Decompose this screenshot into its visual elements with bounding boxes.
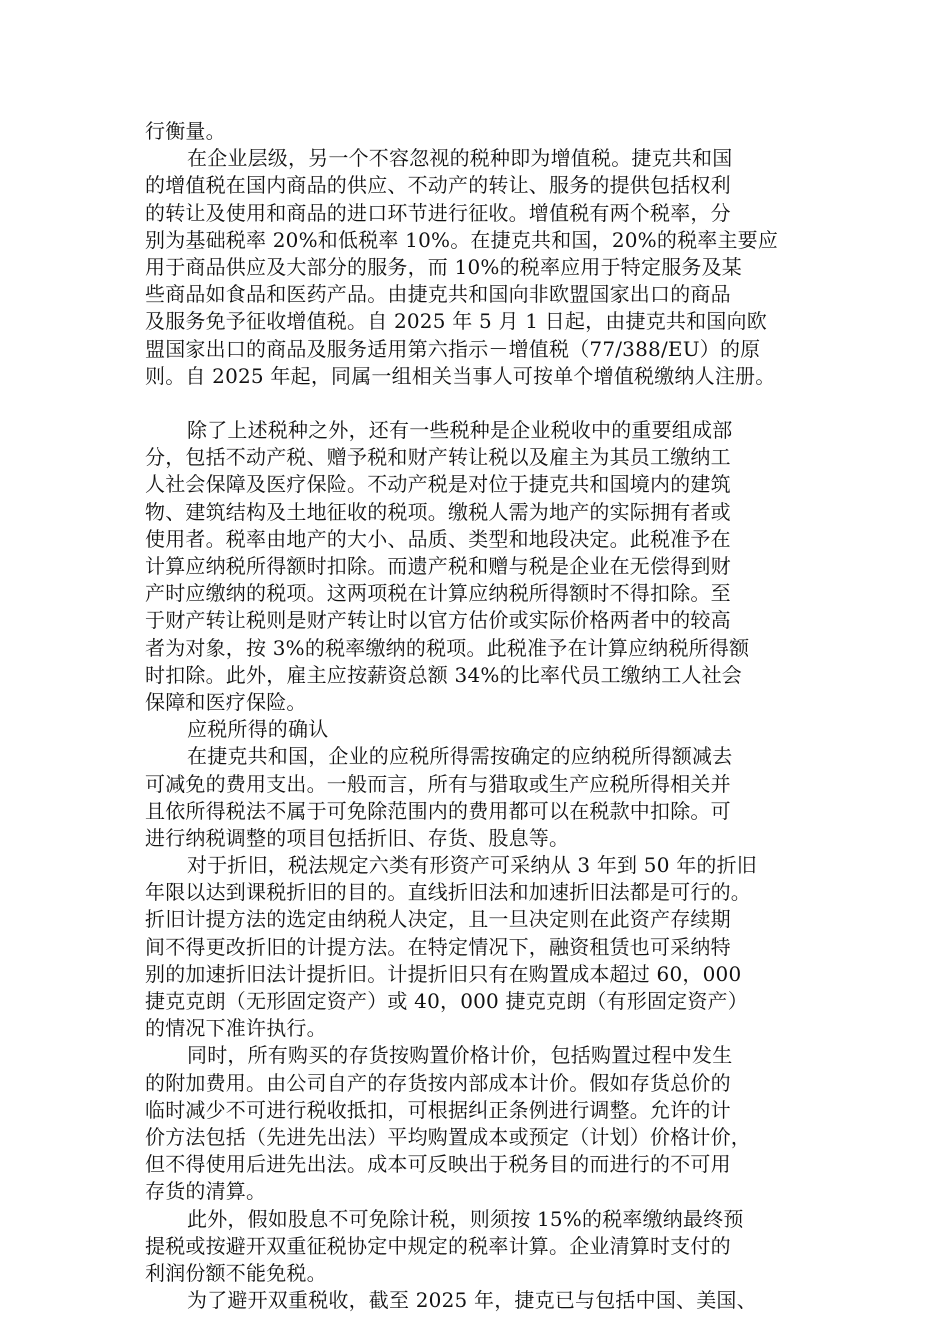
text-line: 捷克克朗（无形固定资产）或 40，000 捷克克朗（有形固定资产） bbox=[145, 989, 748, 1013]
text-line: 折旧计提方法的选定由纳税人决定，且一旦决定则在此资产存续期 bbox=[145, 907, 731, 932]
text-line: 存货的清算。 bbox=[145, 1179, 267, 1204]
text-line: 行衡量。 bbox=[145, 119, 226, 143]
text-line: 进行纳税调整的项目包括折旧、存货、股息等。 bbox=[145, 825, 570, 850]
text-line: 别为基础税率 20%和低税率 10%。在捷克共和国，20%的税率主要应 bbox=[145, 227, 779, 252]
body-text bbox=[145, 118, 813, 1314]
text-line: 价方法包括（先进先出法）平均购置成本或预定（计划）价格计价， bbox=[145, 1124, 751, 1149]
text-line: 时扣除。此外，雇主应按薪资总额 34%的比率代员工缴纳工人社会 bbox=[145, 662, 743, 687]
text-line: 为了避开双重税收，截至 2025 年，捷克已与包括中国、美国、 bbox=[187, 1288, 757, 1313]
text-line: 的情况下准许执行。 bbox=[145, 1016, 327, 1041]
text-line: 则。自 2025 年起，同属一组相关当事人可按单个增值税缴纳人注册。 bbox=[145, 363, 776, 388]
text-line: 在企业层级，另一个不容忽视的税种即为增值税。捷克共和国 bbox=[187, 146, 733, 171]
text-line: 分，包括不动产税、赠予税和财产转让税以及雇主为其员工缴纳工 bbox=[145, 445, 731, 470]
text-line: 应税所得的确认 bbox=[187, 717, 329, 742]
text-line: 的转让及使用和商品的进口环节进行征收。增值税有两个税率，分 bbox=[145, 200, 731, 225]
text-line: 及服务免予征收增值税。自 2025 年 5 月 1 日起，由捷克共和国向欧 bbox=[145, 309, 767, 334]
text-line: 计算应纳税所得额时扣除。而遗产税和赠与税是企业在无偿得到财 bbox=[145, 554, 731, 578]
text-line: 人社会保障及医疗保险。不动产税是对位于捷克共和国境内的建筑 bbox=[145, 472, 731, 497]
text-line: 别的加速折旧法计提折旧。计提折旧只有在购置成本超过 60，000 bbox=[145, 961, 742, 986]
text-line: 临时减少不可进行税收抵扣，可根据纠正条例进行调整。允许的计 bbox=[145, 1097, 731, 1122]
text-line: 物、建筑结构及土地征收的税项。缴税人需为地产的实际拥有者或 bbox=[145, 499, 731, 524]
text-line: 除了上述税种之外，还有一些税种是企业税收中的重要组成部 bbox=[187, 418, 733, 443]
text-line: 产时应缴纳的税项。这两项税在计算应纳税所得额时不得扣除。至 bbox=[145, 581, 731, 606]
text-line: 间不得更改折旧的计提方法。在特定情况下，融资租赁也可采纳特 bbox=[145, 934, 731, 959]
text-line: 盟国家出口的商品及服务适用第六指示－增值税（77/388/EU）的原 bbox=[145, 336, 761, 361]
text-line: 用于商品供应及大部分的服务，而 10%的税率应用于特定服务及某 bbox=[145, 254, 743, 279]
text-line: 在捷克共和国，企业的应税所得需按确定的应纳税所得额减去 bbox=[187, 744, 733, 769]
text-line: 且依所得税法不属于可免除范围内的费用都可以在税款中扣除。可 bbox=[145, 798, 731, 823]
text-line: 于财产转让税则是财产转让时以官方估价或实际价格两者中的较高 bbox=[145, 608, 731, 633]
text-line: 可减免的费用支出。一般而言，所有与猎取或生产应税所得相关并 bbox=[145, 771, 731, 796]
text-line: 对于折旧，税法规定六类有形资产可采纳从 3 年到 50 年的折旧 bbox=[187, 853, 758, 878]
text-line: 保障和医疗保险。 bbox=[145, 689, 307, 714]
text-line: 此外，假如股息不可免除计税，则须按 15%的税率缴纳最终预 bbox=[187, 1206, 744, 1231]
text-line: 提税或按避开双重征税协定中规定的税率计算。企业清算时支付的 bbox=[145, 1233, 731, 1258]
text-line: 但不得使用后进先出法。成本可反映出于税务目的而进行的不可用 bbox=[145, 1152, 731, 1177]
text-line: 使用者。税率由地产的大小、品质、类型和地段决定。此税准予在 bbox=[145, 526, 731, 551]
text-line: 利润份额不能免税。 bbox=[145, 1260, 327, 1285]
text-line: 年限以达到课税折旧的目的。直线折旧法和加速折旧法都是可行的。 bbox=[145, 880, 751, 905]
paragraph-gap bbox=[145, 390, 813, 417]
text-line: 些商品如食品和医药产品。由捷克共和国向非欧盟国家出口的商品 bbox=[145, 282, 731, 307]
text-line: 同时，所有购买的存货按购置价格计价，包括购置过程中发生 bbox=[187, 1043, 733, 1068]
text-line: 者为对象，按 3%的税率缴纳的税项。此税准予在计算应纳税所得额 bbox=[145, 635, 750, 660]
text-line: 的附加费用。由公司自产的存货按内部成本计价。假如存货总价的 bbox=[145, 1070, 731, 1095]
text-line: 的增值税在国内商品的供应、不动产的转让、服务的提供包括权利 bbox=[145, 173, 731, 198]
